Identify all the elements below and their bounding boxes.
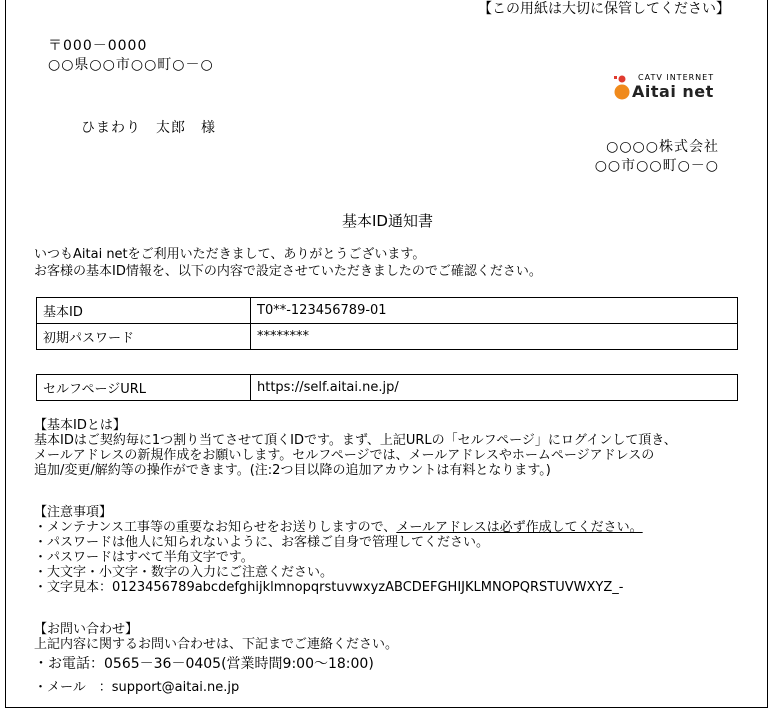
notes-line-5: ・文字見本：0123456789abcdefghijklmnopqrstuvwxyzABCDEFGHIJKLMNOPQRSTUVWXYZ_- xyxy=(34,580,624,595)
sender-company: ○○○○株式会社 xyxy=(606,139,719,155)
recipient-postal-code: 〒000－0000 xyxy=(48,38,148,54)
contact-email: ・メール ：support@aitai.ne.jp xyxy=(34,680,240,695)
aitai-logo xyxy=(612,72,742,104)
notes-line-1-prefix: ・メンテナンス工事等の重要なお知らせをお送りしますので、 xyxy=(34,520,397,535)
basic-id-label: 基本ID xyxy=(37,298,251,324)
table-row xyxy=(37,324,738,350)
contact-phone: ・お電話：0565－36－0405(営業時間9:00～18:00) xyxy=(34,656,374,672)
intro-line-1: いつもAitai netをご利用いただきまして、ありがとうございます。 xyxy=(34,247,426,262)
selfpage-table xyxy=(36,374,738,401)
about-line-2: メールアドレスの新規作成をお願いします。セルフページでは、メールアドレスやホームページアドレスの xyxy=(34,448,655,463)
sender-address: ○○市○○町○－○ xyxy=(594,158,719,174)
notes-line-4: ・大文字・小文字・数字の入力にご注意ください。 xyxy=(34,565,334,580)
about-line-3: 追加/変更/解約等の操作ができます。(注:2つ目以降の追加アカウントは有料となります。) xyxy=(34,463,551,478)
keep-safe-notice: 【この用紙は大切に保管してください】 xyxy=(478,1,730,17)
intro-line-2: お客様の基本ID情報を、以下の内容で設定させていただきましたのでご確認ください。 xyxy=(34,264,542,279)
logo-tagline: CATV INTERNET xyxy=(638,73,715,82)
logo-name: Aitai net xyxy=(632,82,714,101)
basic-id-value: T0**-123456789-01 xyxy=(251,298,738,324)
document-page xyxy=(5,0,768,708)
notes-line-1-emphasis: メールアドレスは必ず作成してください。 xyxy=(396,520,643,535)
initial-password-label: 初期パスワード xyxy=(37,324,251,350)
notes-line-1 xyxy=(34,520,643,535)
notes-heading: 【注意事項】 xyxy=(34,505,113,520)
selfpage-url-label: セルフページURL xyxy=(37,375,251,401)
table-row xyxy=(37,375,738,401)
about-line-1: 基本IDはご契約毎に1つ割り当てさせて頂くIDです。まず、上記URLの「セルフページ」にログインして頂き、 xyxy=(34,433,677,448)
selfpage-url-value: https://self.aitai.ne.jp/ xyxy=(251,375,738,401)
document-title: 基本ID通知書 xyxy=(342,212,433,230)
recipient-name: ひまわり 太郎 様 xyxy=(81,120,216,136)
notes-line-3: ・パスワードはすべて半角文字です。 xyxy=(34,550,254,565)
contact-intro: 上記内容に関するお問い合わせは、下記までご連絡ください。 xyxy=(34,637,399,652)
notes-line-2: ・パスワードは他人に知られないように、お客様ご自身で管理してください。 xyxy=(34,535,490,550)
credentials-table xyxy=(36,297,738,350)
aitai-logo-icon xyxy=(612,72,632,102)
about-heading: 【基本IDとは】 xyxy=(34,418,126,433)
initial-password-value: ******** xyxy=(251,324,738,350)
contact-heading: 【お問い合わせ】 xyxy=(34,622,139,637)
recipient-address: ○○県○○市○○町○－○ xyxy=(48,57,214,73)
table-row xyxy=(37,298,738,324)
